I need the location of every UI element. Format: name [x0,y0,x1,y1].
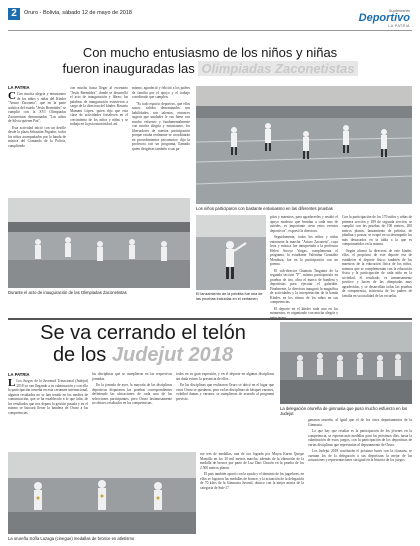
article2-headline-line2: de los [52,344,107,366]
article2-paragraph: ganaron orureña, al igual que el de los otros departamentos de la Gimnasia. [308,418,412,427]
article1-paragraph: pitos y maestros, para agradecerles y resaltó el apoyo modesto que brindan a cada uno de ustedes, es importante crear estos eventos deportivos", expresó la directora. [270,215,338,233]
article-divider [8,318,412,320]
caption-gymnastics-delegation: La delegación orureña de gimnasia que puso mucho esfuerzo en los Judejut [280,406,408,417]
article1-paragraph: Con la participación de los 170 niños y niñas de primera sección y 189 de segunda sección, se cumplió con las pruebas de 100 metros, 200 metros planos, lanzamiento de pelotita, de jabalina y postas; se ocupó en su desempeño los más destacados en la tabla a la que es comprometidos en la misma. [342,215,412,246]
caption-inauguration: Durante el acto de inauguración de las Olimpiadas Zaconetistas [8,290,127,295]
article2-paragraph: En la jornada de ayer, la mayoría de las disciplinas deportivas disputaron las pruebas correspondientes definiendo las ubicaciones de cada una de las selecciones participantes, pero Oruro lastimosamente no obtuvo resultados en las competencias. [92,383,172,405]
athlete-image [8,452,196,534]
article2-paragraph: El país también aportó con la ayuda y el dominio de los jugadores, en ellos se lograron las medallas de bronce, y la actuación de la delegación de 70 kilos de la Gimnasia Juvenil, obtuvo con la mejor marca de la categoría de Sub-17. [200,472,305,490]
article2-column-2 [92,372,172,449]
page-header [8,8,412,32]
article2-column-1 [8,379,88,449]
stadium-track-image [196,86,412,204]
article2-column-5 [308,418,412,542]
article1-headline-highlight: Olimpiadas Zaconetistas [198,61,357,76]
article1-paragraph: El sub-director Guzmán Tasguino de la segunda sección "F", misma participación en pruebas de tiro, obra el marco de bandera y deportistas para ejecutar el galardón. Finalmente, la directora inauguró la magnífica de actividades y la interpretación de la banda Kínder, en los ritmos de los niños en sus competencias. [270,268,338,304]
caption-children-athletics: Los niños participaron con bastante entusiasmo en las diferentes pruebas [196,206,333,211]
article2-headline-highlight: Judejut 2018 [111,344,234,366]
article2-headline-line1: Se va cerrando el telón [40,322,246,344]
article2-column-4 [200,452,304,542]
article2-column-3 [176,372,274,449]
article1-paragraph: Según afirmó la directora de este kínder, ellos, el propósito de este deporte esa de establecer el deporte físico; también de los maestros de la educación física de los niños, mismos que se complementan con la educación física y la participación de cada niño en la sociedad: el resultado, es inmensamente positivo y hacen de las olimpiadas muy agradecidas, y se desarrollan todas las pruebas de competencia, asistencia de los padres de familia en su totalidad de las escuelas. [342,248,412,298]
dateline: Oruro - Bolivia, sábado 12 de mayo de 2018 [24,10,132,16]
article2-paragraph: todos en su gran expresión, y en el deporte en algunas disciplinas sin duda estuvo la presencia de ellos. [176,372,274,381]
section-label: Suplemento [388,8,410,13]
article1-paragraph: "Es todo espacio deportivo, que ellos sanos, salidos denominados son habilidades, son talentos, entonces sugerir que unidades le vas fuese con mucho esfuerzo y fundamentalmente con mucha alegría y entusiasmo, los libertadores de nuestra participación porque estaba realmente se coordinarán en procedimientos psicomotor; dijo la profesora con un programa, llamado quien dirigieras también a sus pa- [132,101,190,151]
article1-paragraph: El deporte en el kínder cada uno en los momentos, es organizado con mucha alegría y [270,306,338,315]
caption-ball-throw: El lanzamiento de la pelotita fue una de las pruebas incluidas en el certamen [196,292,263,301]
ball-throw-image [196,215,266,290]
inauguration-image [8,198,190,288]
header-rule [8,30,412,31]
section-sub: LA PATRIA [388,24,410,28]
article2-paragraph: En las disciplinas que realizaron Oruro se ubicó en el lugar que otros Oruro se quedaron, pero en las disciplinas de básquet varones, voleibol damas y varones, se cumplieron de acuerdo al programa previsto. [176,383,274,401]
article1-column-2 [70,86,128,196]
article2-paragraph: Lo que hay que resaltar es la participación de los jóvenes en la competencia, se esperan más medallas para los próximos días, hasta la culminación de estos juegos, con la participación de los deportistas de varias disciplinas que representan al departamento de Oruro. [308,429,412,447]
section-name: Deportivo [358,12,410,24]
article1-column-5 [342,215,412,315]
article1-paragraph: con mucho hasta llegar al escenario "Jesús Bermúdez", donde se desarrolló el acto de inauguración y libreo; las palabras de inauguración estuvieron a cargo de la directora del kínder, Rosario Mamani López, quien dijo que esta clase de actividades fortalecen en el crecimiento de los niños y niñas y se trabaja en la psicomotricidad, así [70,86,128,126]
article1-headline-line2: fueron inauguradas las [62,61,195,76]
photo-ball-throw [196,215,266,290]
page-number: 2 [8,8,20,20]
article2-paragraph: Los Judejut 2018 concluirán el próximo lunes con la clausura, se cuentan los de la delegación a sus deportistas la mejor de las actuaciones y representaciones sin igual en la historia de los juegos. [308,449,412,462]
article1-paragraph: Esta actividad inició con un desfile desde la plaza Sebastián Pagador, todos los niños acompañados por la banda de música del Comando de la Policía, cumpliendo [8,125,66,148]
photo-gymnastics-delegation [280,322,412,404]
article1-column-4 [270,215,338,315]
article1-paragraph: Seguidamente, todos los niños y niñas entonaron la marcha "Arturo Zaconeta", cuya letra y música fue interpretada a la profesora Helen Arroyo Vargas, complementa el programa, la estudiante Valentina González Mendoza, fue en la participación con un poema. [270,235,338,266]
photo-athlete-medals [8,452,196,534]
article2-paragraph: L Los Juegos de la Juventud Trinacional (Judejut) 2018 ya van llegando a su culminación y con ello la participación orureña en esta certamen internacional, algunos resultados no se han tenido en los medios de comunicación, que se ha establecido a lo que falta, de los resultados que nos depara la gestión pasada y en el mismo se buscará llevar la bandera de Oruro a las competencias. [8,377,88,415]
article1-column-3 [132,86,190,196]
article2-paragraph: las disciplinas que se cumplieron en las respectivas jornadas. [92,372,172,381]
article1-headline-line1: Con mucho entusiasmo de los niños y niñas [82,45,338,60]
drop-cap: C [8,90,16,102]
article1-column-1 [8,92,66,197]
article2-headline [8,322,278,366]
article2-byline: LA PATRIA [8,372,30,377]
article2-paragraph: ese tres de medallas, una de oro lograda por Mayra Karen Quispe Mamillo en los 10 mil metros marcha, además de la obtención de la medalla de bronce por parte de Luz Dari Chacón en la prueba de los 2.500 metros planos. [200,452,304,470]
photo-inauguration [8,198,190,288]
caption-athlete-medals: La orureña Sofía Luzaga (cinegue) medallas de bronce en atletismo [8,536,135,541]
article1-headline [8,45,412,77]
article1-paragraph: mismo, agradeció y felicitó a los padres de familia por el apoyo y el trabajo coordinado que cumplen. [132,86,190,99]
gymnastics-image [280,322,412,404]
article1-paragraph: C Con mucha alegría y entusiasmo de los niños y niñas del Kínder "Arturo Zaconeta", que en la parte artística del estado "Jesús Bermúdez" se cumplió con la XVI Olimpiadas Zaconetistas denominadas "Los niños de Silvia quieren Paz". [8,90,66,123]
drop-cap: L [8,377,16,389]
section-brand [340,8,410,28]
article1-byline: LA PATRIA [8,85,30,90]
photo-children-athletics [196,86,412,204]
